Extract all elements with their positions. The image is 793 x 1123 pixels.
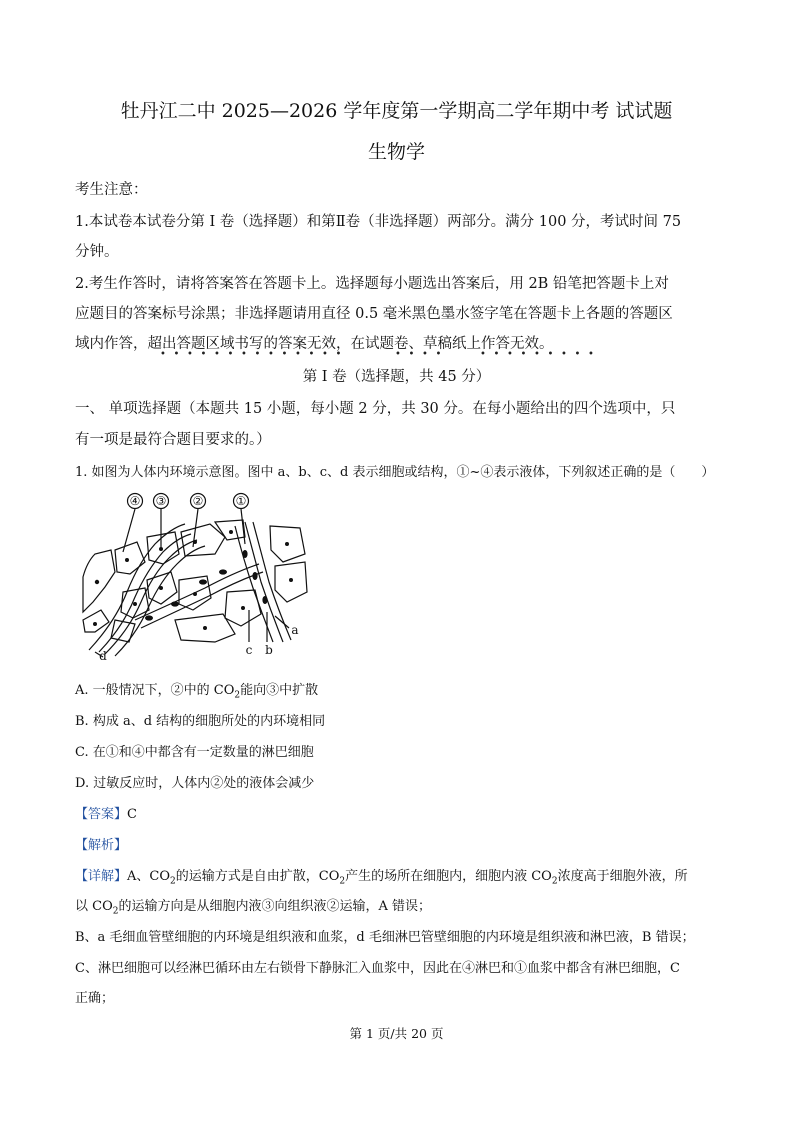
answer-line [75,803,725,822]
notice-heading: 考生注意： [75,182,148,198]
notice-item2-line2: 应题目的答案标号涂黑；非选择题请用直径 0.5 毫米黑色墨水签字笔在答题卡上各题的答题区 [75,306,673,322]
emphasis-dots: •••••••••••••• [160,349,349,360]
part1-instruction-line2: 有一项是最符合题目要求的。） [75,432,271,448]
detail-c-line1: C、淋巴细胞可以经淋巴循环由左右锁骨下静脉汇入血浆中，因此在④淋巴和①血浆中都含有淋巴细胞，C [75,961,680,976]
detail-b: B、a 毛细血管壁细胞的内环境是组织液和血浆，d 毛细淋巴管壁细胞的内环境是组织液和淋巴液，B 错误； [75,930,695,945]
detail-a-line1: 【详解】A、$CO_2$的运输方式是自由扩散，$CO_2$产生的场所在细胞内，细胞内液 $CO_2$浓度高于细胞外液，所 [75,869,688,887]
option-a: A. 一般情况下，②中的 $CO_2$能向③中扩散 [75,683,319,701]
label-b: b [265,643,273,657]
label-d: d [99,649,107,662]
notice-item1-line2: 分钟。 [75,244,119,260]
notice-item1-line1: 1.本试卷本试卷分第 I 卷（选择题）和第Ⅱ卷（非选择题）两部分。满分 100 分，考试时间 75 [75,214,682,230]
emphasis-dots: •••• [395,349,449,360]
analysis-label: 【解析】 [75,838,128,853]
label-c: c [245,643,253,657]
label-a: a [291,623,299,637]
subject-title: 生物学 [367,141,425,163]
option-d: D. 过敏反应时，人体内②处的液体会减少 [75,776,315,791]
question1-stem: 1. 如图为人体内环境示意图。图中 a、b、c、d 表示细胞或结构，①~④表示液体，下列叙述正确的是（ ） [75,465,715,480]
emphasis-dots: ••••••••• [480,349,602,360]
label-1: ① [235,494,247,508]
page-number: 第 1 页/共 20 页 [349,1026,444,1041]
option-c: C. 在①和④中都含有一定数量的淋巴细胞 [75,745,314,760]
detail-c-line2: 正确； [75,991,115,1006]
part1-instruction-line1: 一、 单项选择题（本题共 15 小题，每小题 2 分，共 30 分。在每小题给出的四个选项中，只 [75,401,676,417]
label-4: ④ [129,494,141,508]
answer-value: C [127,807,137,822]
notice-item2-line3: 域内作答，超出答题区域书写的答案无效，在试题卷、草稿纸上作答无效。 [75,336,554,352]
option-b: B. 构成 a、d 结构的细胞所处的内环境相同 [75,714,326,729]
notice-item2-line1: 2.考生作答时，请将答案答在答题卡上。选择题每小题选出答案后，用 2B 铅笔把答题卡上对 [75,276,669,292]
detail-a-line2: 以 $CO_2$的运输方向是从细胞内液③向组织液②运输，A 错误； [75,899,432,917]
answer-label: 【答案】 [75,807,128,822]
exam-title: 牡丹江二中 2025—2026 学年度第一学期高二学年期中考 试试题 [120,100,673,122]
section-title: 第 I 卷（选择题，共 45 分） [302,369,491,385]
label-3: ③ [155,494,167,508]
label-2: ② [192,494,204,508]
inner-environment-diagram [75,492,310,662]
